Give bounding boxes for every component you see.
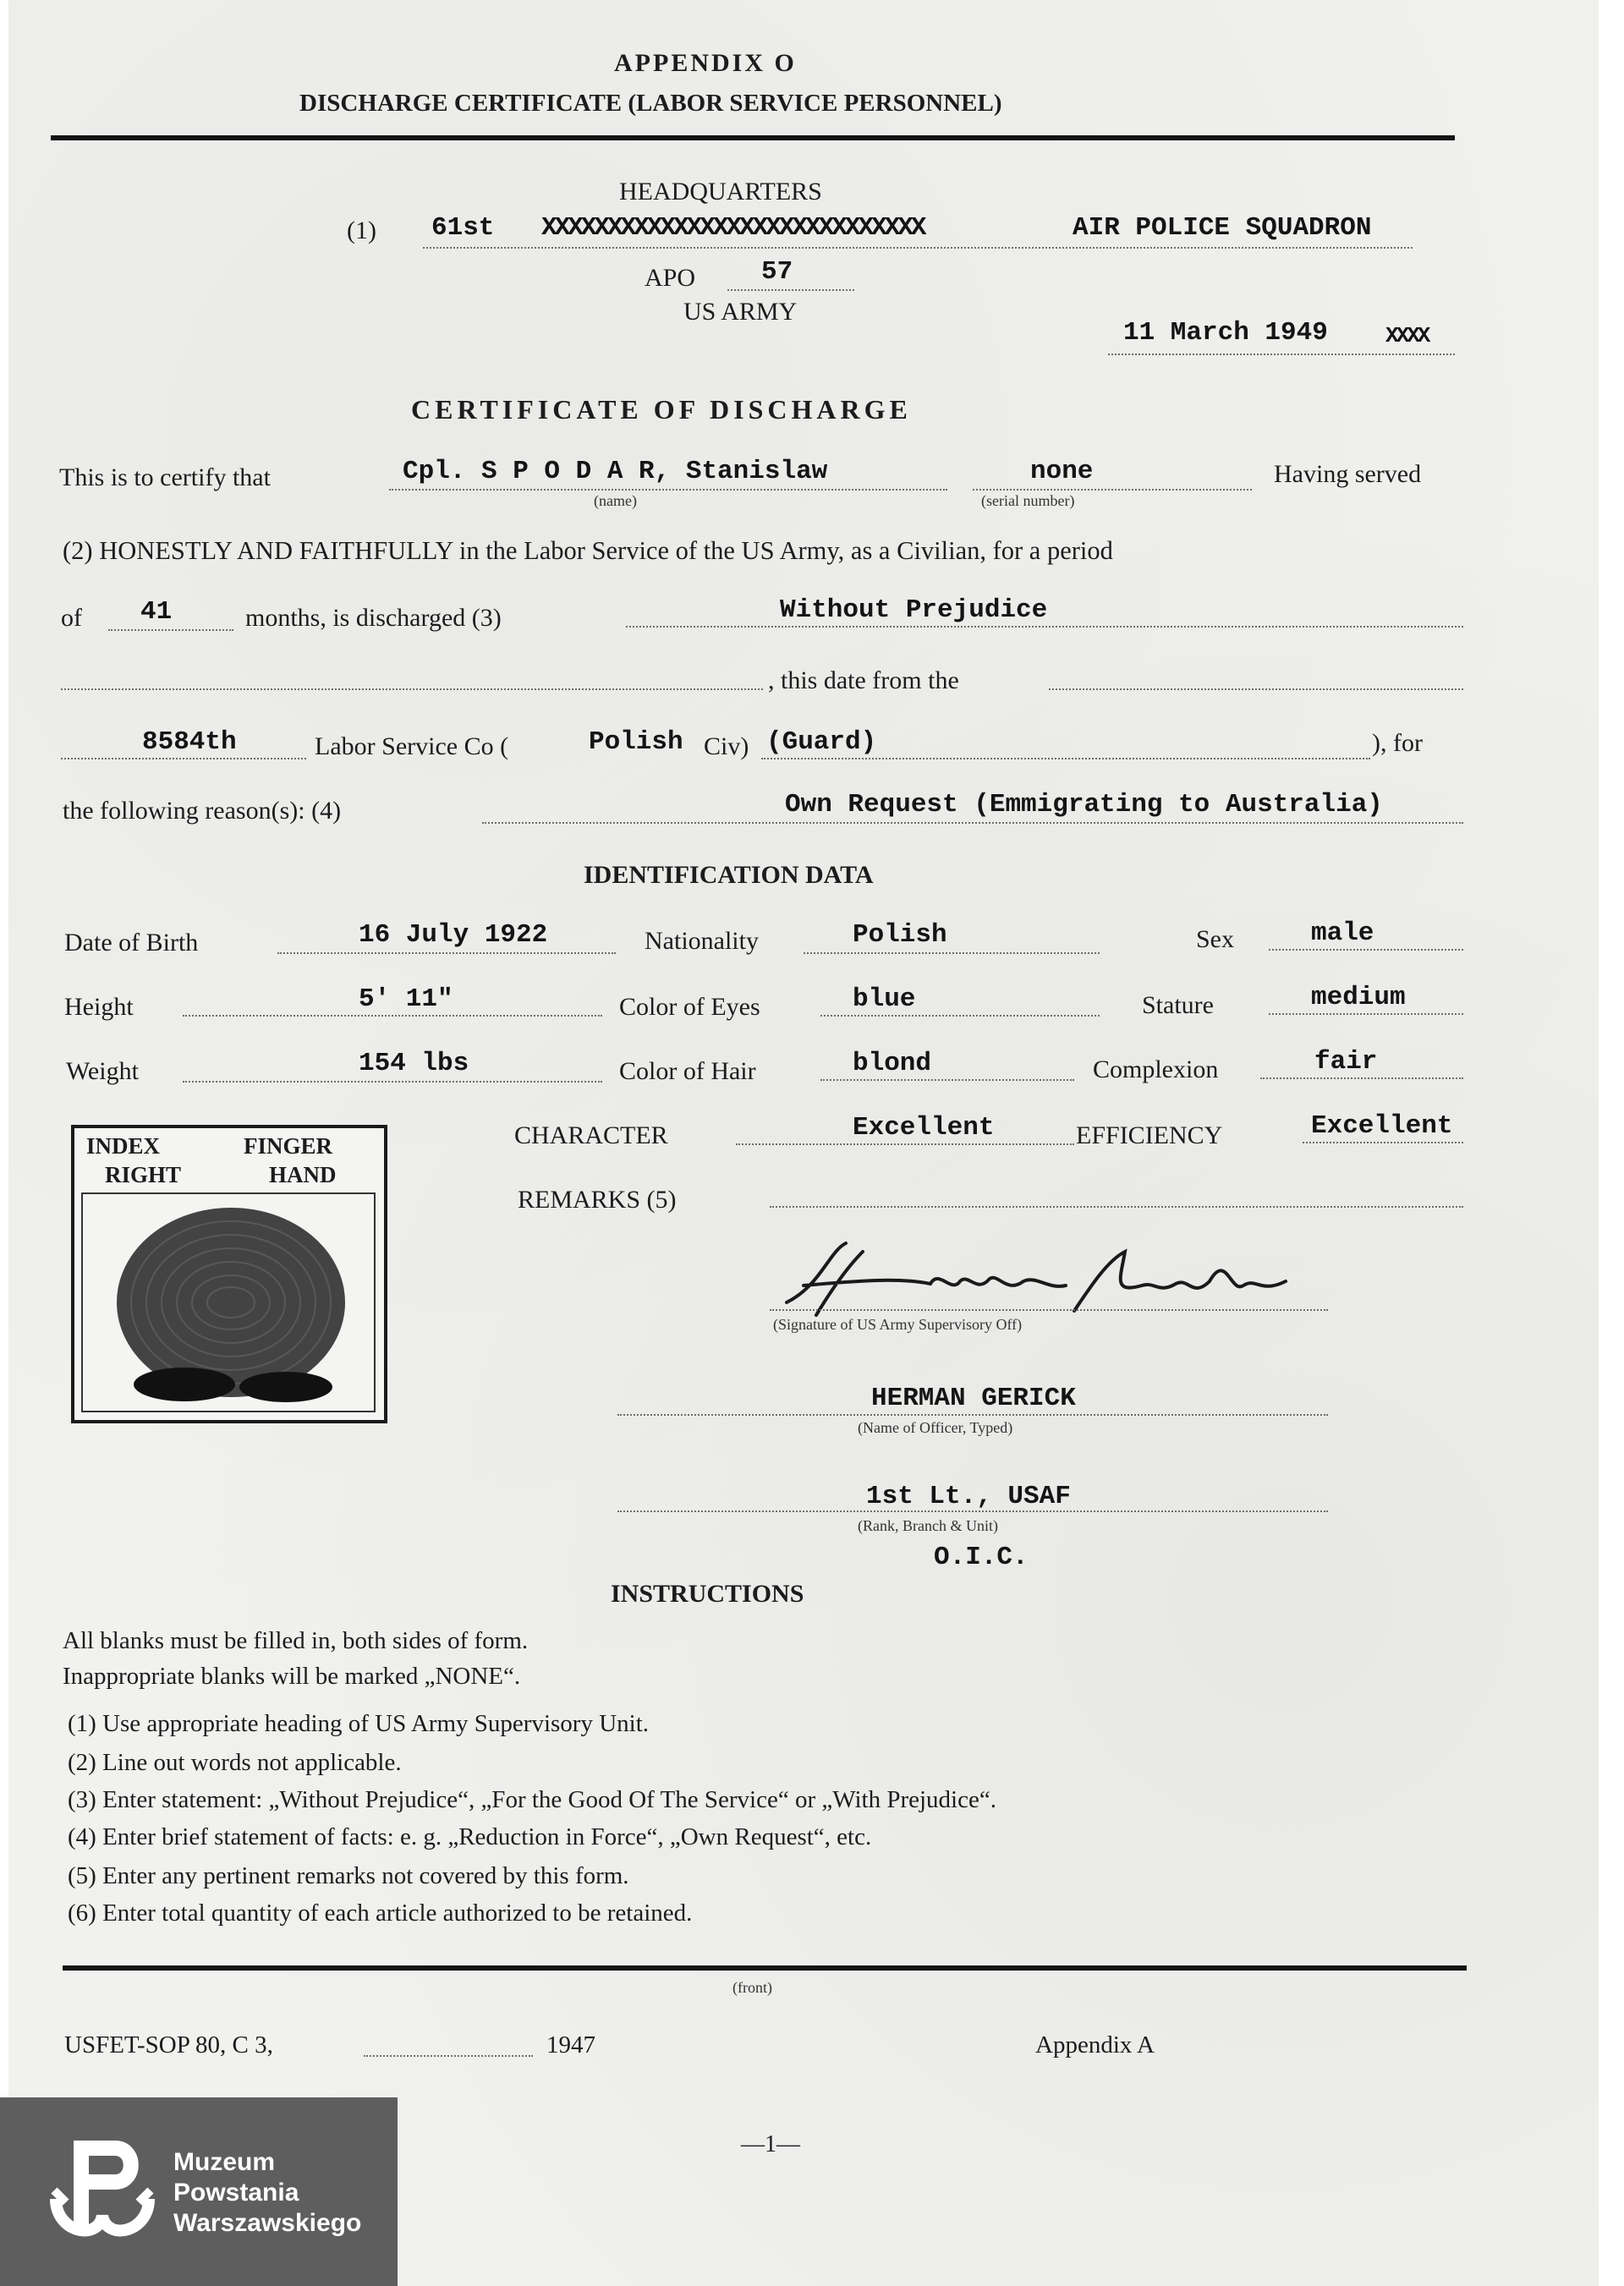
- person-name: Cpl. S P O D A R, Stanislaw: [403, 457, 828, 486]
- civ-label: Civ): [704, 732, 749, 760]
- months-line: [108, 629, 233, 631]
- form-reference: USFET-SOP 80, C 3,: [64, 2031, 273, 2058]
- this-date-label: , this date from the: [768, 666, 959, 694]
- watermark-line-2: Powstania: [173, 2179, 299, 2207]
- complexion-line: [1260, 1077, 1463, 1079]
- struck-unit-text: XXXXXXXXXXXXXXXXXXXXXXXXXXXXX: [541, 213, 924, 243]
- character-value: Excellent: [853, 1113, 995, 1143]
- height-value: 5' 11": [359, 984, 453, 1014]
- watermark-line-1: Muzeum: [173, 2148, 275, 2176]
- fp-hand-label: HAND: [269, 1162, 337, 1187]
- efficiency-line: [1303, 1142, 1463, 1143]
- dob-line: [277, 952, 616, 954]
- months-label: months, is discharged (3): [245, 604, 502, 632]
- from-line: [1049, 688, 1463, 690]
- officer-rank: 1st Lt., USAF: [866, 1482, 1071, 1511]
- name-caption: (name): [594, 492, 637, 509]
- officer-rank-line: [617, 1510, 1328, 1512]
- stature-line: [1269, 1013, 1463, 1015]
- form-title: DISCHARGE CERTIFICATE (LABOR SERVICE PERSONNEL): [299, 90, 1002, 117]
- name-line: [389, 489, 947, 491]
- sex-label: Sex: [1196, 925, 1234, 953]
- close-for: ), for: [1372, 729, 1423, 757]
- height-line: [183, 1015, 602, 1017]
- dob-value: 16 July 1922: [359, 920, 548, 950]
- reason-label: the following reason(s): (4): [63, 797, 342, 825]
- instruction-item: (3) Enter statement: „Without Prejudice“, „For the Good Of The Service“ or „With Prejudice“.: [68, 1786, 996, 1813]
- instruction-item: (4) Enter brief statement of facts: e. g. „Reduction in Force“, „Own Request“, etc.: [68, 1823, 872, 1850]
- headquarters-label: HEADQUARTERS: [619, 178, 822, 206]
- instruction-item: (6) Enter total quantity of each article authorized to be retained.: [68, 1900, 693, 1927]
- stature-value: medium: [1311, 983, 1406, 1012]
- museum-watermark: [0, 2097, 398, 2286]
- army-label: US ARMY: [683, 298, 798, 326]
- instruction-item: (1) Use appropriate heading of US Army Supervisory Unit.: [68, 1710, 650, 1737]
- certify-prefix: This is to certify that: [59, 463, 271, 491]
- apo-label: APO: [645, 264, 696, 292]
- honestly-line: (2) HONESTLY AND FAITHFULLY in the Labor Service of the US Army, as a Civilian, for a period: [63, 536, 1113, 565]
- form-year: 1947: [546, 2031, 595, 2058]
- company-number: 8584th: [142, 727, 237, 757]
- footer-rule: [63, 1965, 1467, 1971]
- discharge-type: Without Prejudice: [780, 595, 1048, 625]
- fingerprint-image: [83, 1194, 370, 1407]
- appendix-title: APPENDIX O: [614, 49, 797, 77]
- instructions-title: INSTRUCTIONS: [611, 1580, 804, 1608]
- company-nationality: Polish: [589, 727, 683, 757]
- signature-line: [770, 1309, 1328, 1311]
- remarks-line: [770, 1206, 1463, 1208]
- fingerprint-box: [71, 1125, 387, 1423]
- character-label: CHARACTER: [514, 1121, 668, 1149]
- eyes-value: blue: [853, 984, 916, 1014]
- reason-line: [482, 822, 1463, 824]
- instruction-item: (2) Line out words not applicable.: [68, 1749, 402, 1776]
- fp-right-label: RIGHT: [105, 1162, 182, 1187]
- sex-value: male: [1311, 918, 1374, 948]
- officer-rank-caption: (Rank, Branch & Unit): [858, 1517, 998, 1534]
- apo-number: 57: [761, 257, 793, 287]
- anchor-logo-icon: [47, 2131, 157, 2250]
- watermark-line-3: Warszawskiego: [173, 2209, 362, 2237]
- signature-caption: (Signature of US Army Supervisory Off): [773, 1316, 1023, 1333]
- complexion-value: fair: [1314, 1047, 1378, 1077]
- hair-line: [820, 1079, 1074, 1081]
- appendix-reference: Appendix A: [1035, 2031, 1155, 2058]
- instructions-general-1: All blanks must be filled in, both sides of form.: [63, 1627, 529, 1654]
- unit-line: [423, 247, 1413, 249]
- having-served: Having served: [1274, 460, 1422, 488]
- eyes-label: Color of Eyes: [619, 993, 760, 1021]
- height-label: Height: [64, 993, 134, 1021]
- fingerprint-area: [81, 1192, 376, 1412]
- page-number: —1—: [741, 2131, 800, 2157]
- form-reference-line: [364, 2055, 533, 2057]
- remarks-label: REMARKS (5): [518, 1186, 677, 1214]
- fp-finger-label: FINGER: [244, 1133, 333, 1159]
- nationality-value: Polish: [853, 920, 947, 950]
- signature-text: Herman Gerick: [770, 1235, 776, 1236]
- serial-line: [973, 489, 1252, 491]
- nationality-label: Nationality: [645, 927, 759, 955]
- character-line: [736, 1143, 1074, 1145]
- efficiency-value: Excellent: [1311, 1111, 1453, 1141]
- officer-name-line: [617, 1414, 1328, 1416]
- header-rule: [51, 135, 1455, 140]
- officer-signature: [770, 1235, 1311, 1328]
- officer-name-caption: (Name of Officer, Typed): [858, 1419, 1013, 1436]
- dob-label: Date of Birth: [64, 929, 199, 957]
- date-struck: XXXX: [1385, 323, 1429, 348]
- fp-index-label: INDEX: [86, 1133, 161, 1159]
- eyes-line: [820, 1015, 1100, 1017]
- hair-label: Color of Hair: [619, 1057, 756, 1085]
- hair-value: blond: [853, 1049, 932, 1078]
- company-type: (Guard): [766, 727, 877, 757]
- complexion-label: Complexion: [1093, 1055, 1219, 1083]
- labor-service-co: Labor Service Co (: [315, 732, 509, 760]
- officer-oic: O.I.C.: [934, 1543, 1029, 1572]
- serial-number: none: [1030, 457, 1094, 486]
- serial-caption: (serial number): [981, 492, 1075, 509]
- certificate-title: CERTIFICATE OF DISCHARGE: [411, 394, 912, 425]
- reason-value: Own Request (Emmigrating to Australia): [785, 790, 1383, 820]
- efficiency-label: EFFICIENCY: [1076, 1121, 1223, 1149]
- discharge-line: [626, 626, 1463, 628]
- blank-line: [61, 688, 763, 690]
- of-label: of: [61, 604, 82, 632]
- front-caption: (front): [732, 1979, 772, 1996]
- date-line: [1108, 354, 1455, 355]
- company-number-line: [61, 758, 306, 759]
- apo-line: [727, 289, 854, 291]
- sex-line: [1269, 949, 1463, 951]
- certificate-date: 11 March 1949: [1123, 318, 1328, 348]
- months-value: 41: [140, 597, 173, 627]
- unit-number: 61st: [431, 213, 495, 243]
- company-type-line: [761, 758, 1370, 759]
- instructions-general-2: Inappropriate blanks will be marked „NONE“.: [63, 1663, 521, 1690]
- certificate-sheet: [8, 0, 1599, 2286]
- weight-value: 154 lbs: [359, 1049, 469, 1078]
- weight-line: [183, 1081, 602, 1083]
- stature-label: Stature: [1142, 991, 1214, 1019]
- officer-name: HERMAN GERICK: [871, 1384, 1076, 1413]
- nationality-line: [804, 952, 1100, 954]
- identification-title: IDENTIFICATION DATA: [584, 861, 874, 889]
- unit-number-label: (1): [347, 217, 376, 244]
- unit-name: AIR POLICE SQUADRON: [1073, 213, 1372, 243]
- instruction-item: (5) Enter any pertinent remarks not covered by this form.: [68, 1862, 629, 1889]
- weight-label: Weight: [66, 1057, 139, 1085]
